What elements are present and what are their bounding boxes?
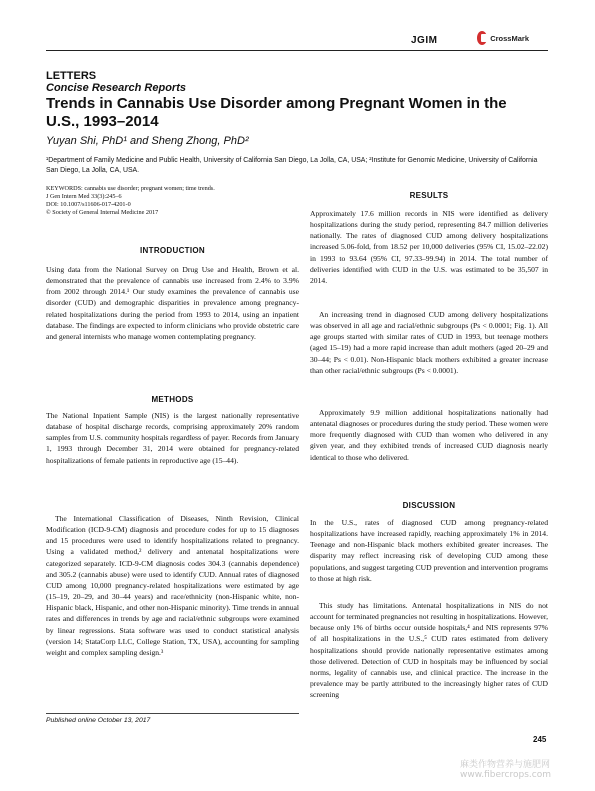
- methods-heading: METHODS: [151, 395, 194, 404]
- results-heading: RESULTS: [409, 191, 449, 200]
- page-number: 245: [533, 735, 547, 744]
- footer-rule: [46, 713, 299, 714]
- methods-paragraph-1: The National Inpatient Sample (NIS) is the largest nationally representative database of hospital discharge records, comprising approximately 20% random samples from U.S. community hospitals regardless of payer. Records from January 1, 1993 through December 31, 2014 were obtained for pregnancy-related hospitalizations of female patients in reproductive age (15–44).: [46, 411, 299, 465]
- copyright: © Society of General Internal Medicine 2017: [46, 209, 159, 216]
- citation: J Gen Intern Med 33(3):245–6: [46, 193, 122, 200]
- section-label: LETTERS: [46, 70, 97, 82]
- article-title: Trends in Cannabis Use Disorder among Pregnant Women in the U.S., 1993–2014: [46, 95, 507, 130]
- article-meta: [46, 185, 306, 217]
- results-paragraph-1: Approximately 17.6 million records in NIS were identified as delivery hospitalizations during the study period, representing 84.7 million deliveries nationally. The rates of diagnosed CUD among delivery hospitalizations increased 5.06-fold, from 18.52 per 10,000 deliveries (95% CI, 15.02–22.02) in 1993 to 93.64 (95% CI, 97.33–99.94) in 2014. The total number of deliveries identified with CUD in the U.S. was estimated to be 35,507 in 2014.: [310, 209, 548, 285]
- discussion-paragraph-2: This study has limitations. Antenatal hospitalizations in NIS do not account for terminated pregnancies not resulting in hospitalizations. However, because only 1% of births occur outside hospitals,⁴ and NIS represents 97% of all hospitalizations in the U.S.,⁵ CUD rates estimated from delivery hospitalizations should provide nationally representative estimates among those delivered. Detection of CUD in hospitals may be influenced by social norms, legality of cannabis use, and clinical practice. The increase in the prevalence may be partly attributed to the increasingly higher rates of CUD screening: [310, 601, 548, 700]
- results-paragraph-3: Approximately 9.9 million additional hospitalizations nationally had antenatal diagnoses or procedures during the study period. These women were more frequently diagnosed with CUD than women who delivered in any given year, and they exhibited trends of increased CUD diagnosis nearly identical to those who delivered.: [310, 408, 548, 462]
- published-date: Published online October 13, 2017: [46, 717, 151, 724]
- introduction-heading: INTRODUCTION: [140, 246, 205, 255]
- authors: Yuyan Shi, PhD¹ and Sheng Zhong, PhD²: [46, 135, 249, 147]
- results-paragraph-2: An increasing trend in diagnosed CUD among delivery hospitalizations was observed in all age and racial/ethnic subgroups (Ps < 0.0001; Fig. 1). All age groups started with similar rates of CUD in 1993, but teenage mothers (aged 15–19) had a more rapid increase than adult mothers (aged 20–29 and 30–44; Ps < 0.01). Non-Hispanic black mothers exhibited a greater increase than other racial/ethnic subgroups (Ps < 0.0001).: [310, 310, 548, 375]
- keywords: KEYWORDS: cannabis use disorder; pregnant women; time trends.: [46, 185, 215, 192]
- crossmark-badge[interactable]: [477, 28, 529, 48]
- introduction-text: Using data from the National Survey on Drug Use and Health, Brown et al. demonstrated that the prevalence of cannabis use increased from 2.4% to 3.9% from 2002 through 2014.¹ Our study examines the prevalence of cannabis use disorder (CUD) and demographic disparities in prevalence among pregnancy-related hospitalizations during the period from 1993 to 2014, using an inpatient database. The findings are expected to inform clinicians who provide obstetric care and general internists who manage women contemplating pregnancy.: [46, 265, 299, 341]
- watermark: 麻类作物营养与施肥网 www.fibercrops.com: [460, 760, 551, 780]
- journal-name: JGIM: [411, 35, 438, 46]
- doi: DOI: 10.1007/s11606-017-4201-0: [46, 201, 131, 208]
- discussion-paragraph-1: In the U.S., rates of diagnosed CUD among pregnancy-related hospitalizations have increased rapidly, reaching approximately 1% in 2014. Teenage and non-Hispanic black mothers exhibited greater increases. The disparity may reflect increasing risk of developing CUD among these populations, and suggest targeting CUD prevention and intervention programs to those at high risk.: [310, 518, 548, 583]
- methods-paragraph-2: The International Classification of Diseases, Ninth Revision, Clinical Modification (ICD-9-CM) diagnosis and procedure codes for up to 15 diagnoses and 15 procedures were used to identify hospitalizations related to pregnancy. Using a validated method,² delivery and antenatal hospitalizations were categorized separately. ICD-9-CM diagnosis codes 304.3 (cannabis dependence) and 305.2 (cannabis abuse) were used to identify CUD. Annual rates of diagnosed CUD among 10,000 pregnancy-related hospitalizations were estimated by age (15–19, 20–29, and 30–44 years) and race/ethnicity (non-Hispanic white, non-Hispanic black, Hispanic, and other non-Hispanic minority). Time trends in annual rates and differences in trends by age and racial/ethnic subgroups were examined by linear regressions. Stata software was used to conduct statistical analysis (version 14; StataCorp LLC, College Station, TX, USA), accounting for sampling weight and complex sampling design.³: [46, 514, 299, 657]
- subsection-label: Concise Research Reports: [46, 82, 186, 94]
- affiliations: ¹Department of Family Medicine and Public Health, University of California San Diego, La Jolla, CA, USA; ²Institute for Genomic Medicine, University of California San Diego, La Jolla, CA, USA.: [46, 157, 538, 174]
- discussion-heading: DISCUSSION: [402, 501, 456, 510]
- header-rule: [46, 50, 548, 51]
- crossmark-icon: [477, 31, 487, 45]
- crossmark-label: CrossMark: [490, 33, 529, 43]
